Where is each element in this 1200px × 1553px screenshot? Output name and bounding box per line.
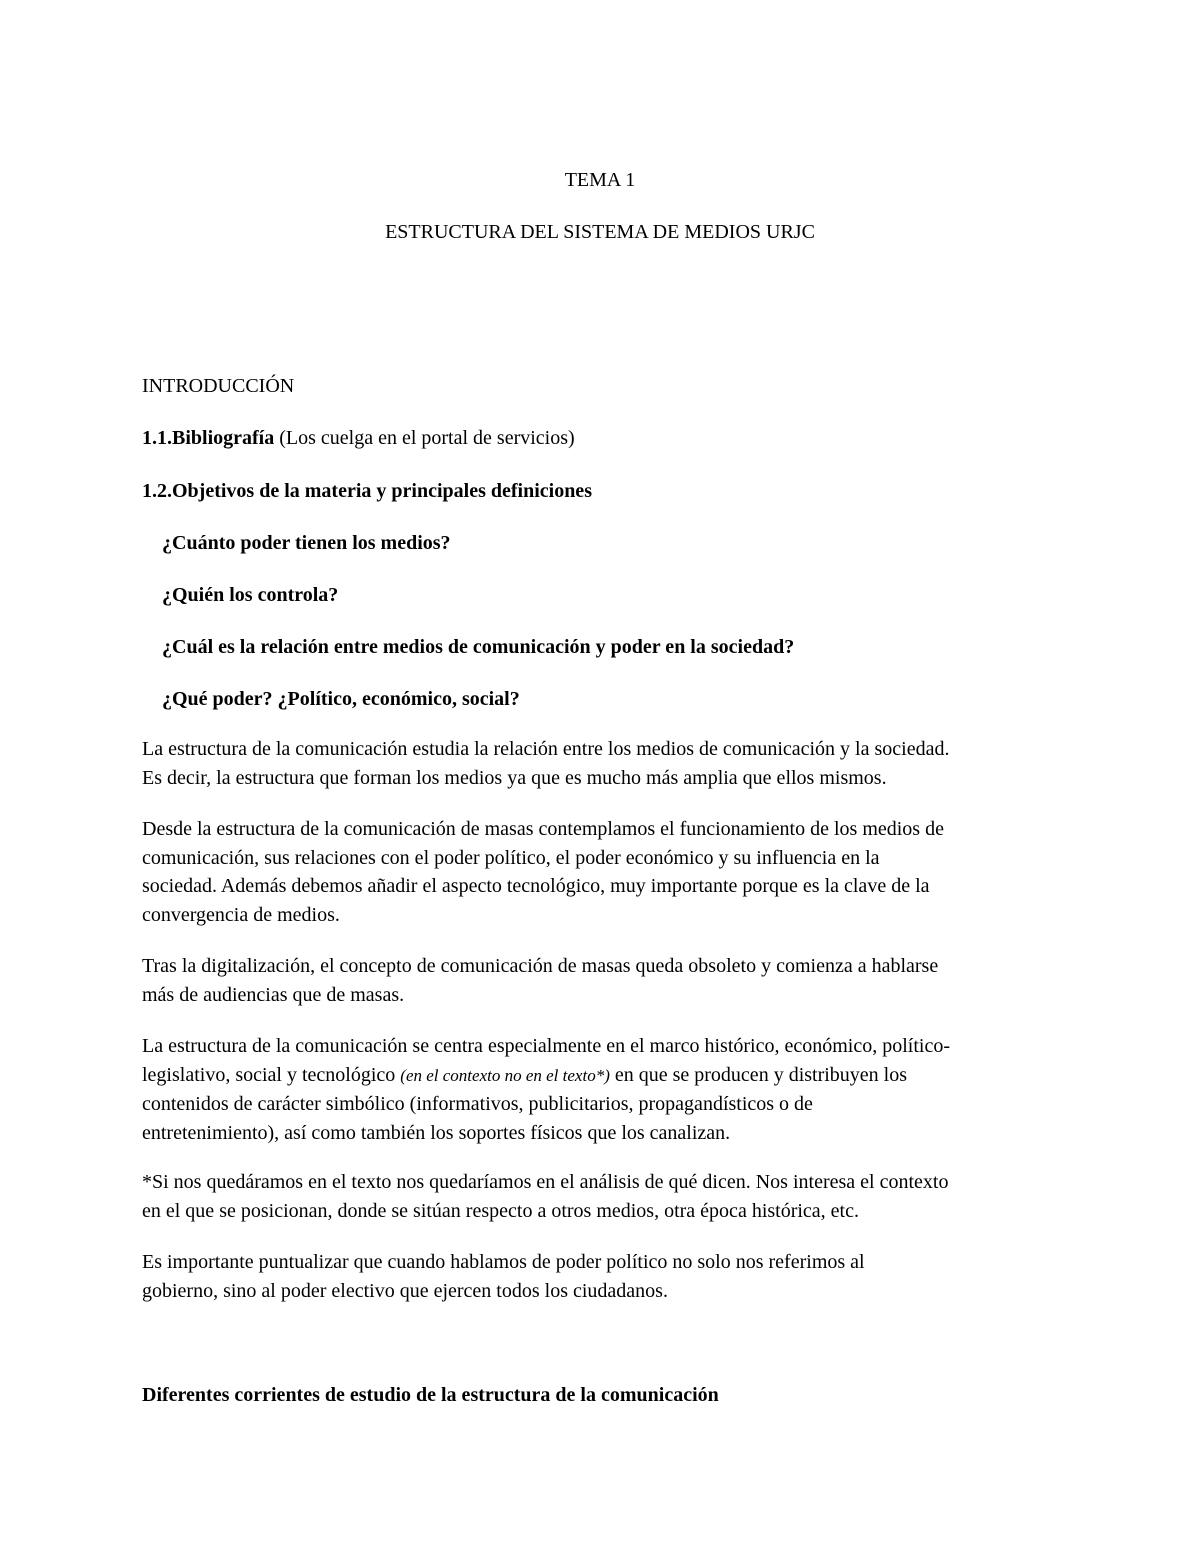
question-item: ¿Quién los controla?	[162, 584, 339, 606]
paragraph-line: convergencia de medios.	[142, 903, 340, 926]
paragraph-line: La estructura de la comunicación se centra especialmente en el marco histórico, económico, político-	[142, 1035, 950, 1057]
paragraph-digitalization	[142, 952, 1058, 1009]
paragraph-line: comunicación, sus relaciones con el poder político, el poder económico y su influencia en la	[142, 846, 880, 869]
paragraph-line: Es decir, la estructura que forman los medios ya que es mucho más amplia que ellos mismos.	[142, 766, 887, 789]
question-item: ¿Cuál es la relación entre medios de comunicación y poder en la sociedad?	[162, 636, 795, 658]
text-segment: legislativo, social y tecnológico	[142, 1063, 401, 1086]
bibliography-item	[142, 424, 575, 452]
paragraph-line: La estructura de la comunicación estudia la relación entre los medios de comunicación y la sociedad.	[142, 738, 950, 760]
paragraph-structure-definition	[142, 735, 1058, 792]
bibliography-note: (Los cuelga en el portal de servicios)	[274, 427, 575, 449]
objectives-heading: 1.2.Objetivos de la materia y principales definiciones	[142, 480, 592, 502]
document-label: TEMA 1	[564, 169, 636, 191]
paragraph-line: gobierno, sino al poder electivo que ejercen todos los ciudadanos.	[142, 1279, 668, 1302]
intro-heading: INTRODUCCIÓN	[142, 375, 295, 397]
question-item: ¿Cuánto poder tienen los medios?	[162, 532, 451, 554]
paragraph-line: entretenimiento), así como también los soportes físicos que los canalizan.	[142, 1121, 731, 1144]
paragraph-footnote	[142, 1168, 1058, 1225]
document-title: ESTRUCTURA DEL SISTEMA DE MEDIOS URJC	[385, 221, 815, 243]
section-heading: Diferentes corrientes de estudio de la estructura de la comunicación	[142, 1384, 719, 1406]
paragraph-line: *Si nos quedáramos en el texto nos quedaríamos en el análisis de qué dicen. Nos interesa el contexto	[142, 1171, 949, 1193]
text-segment: en que se producen y distribuyen los	[609, 1063, 908, 1086]
paragraph-mass-communication	[142, 815, 1058, 929]
paragraph-line: Desde la estructura de la comunicación de masas contemplamos el funcionamiento de los medios de	[142, 818, 944, 840]
paragraph-line: Tras la digitalización, el concepto de comunicación de masas queda obsoleto y comienza a hablarse	[142, 955, 939, 977]
paragraph-line: Es importante puntualizar que cuando hablamos de poder político no solo nos referimos al	[142, 1251, 865, 1273]
paragraph-line: contenidos de carácter simbólico (informativos, publicitarios, propagandísticos o de	[142, 1093, 813, 1115]
paragraph-line	[142, 1061, 1058, 1091]
paragraph-communication-focus	[142, 1032, 1058, 1147]
paragraph-line: en el que se posicionan, donde se sitúan respecto a otros medios, otra época histórica, etc.	[142, 1199, 859, 1222]
paragraph-line: más de audiencias que de masas.	[142, 983, 405, 1006]
question-item: ¿Qué poder? ¿Político, económico, social?	[162, 688, 520, 710]
italic-note: (en el contexto no en el texto*)	[400, 1065, 610, 1085]
paragraph-line: sociedad. Además debemos añadir el aspecto tecnológico, muy importante porque es la clave de la	[142, 875, 930, 897]
paragraph-political-power	[142, 1248, 1058, 1305]
bibliography-label: 1.1.Bibliografía	[142, 427, 275, 449]
